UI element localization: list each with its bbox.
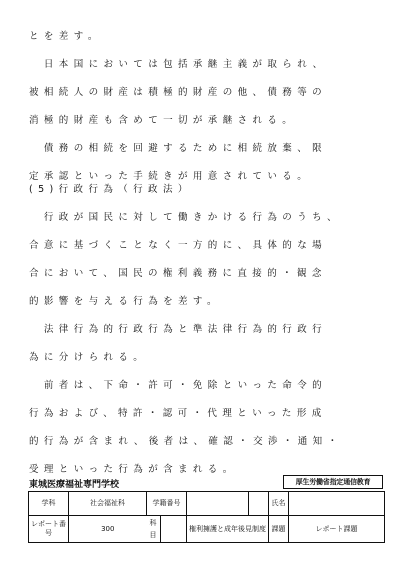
shimei-value[interactable] — [289, 492, 385, 516]
text-line: とを差す。 — [29, 31, 103, 42]
text-line: 日本国においては包括承継主義が取られ、 — [29, 59, 328, 70]
text-line: 定承認といった手続きが用意されている。 — [29, 171, 313, 182]
gakuseki-value[interactable] — [187, 492, 249, 516]
kadai-label: 課題 — [269, 516, 289, 543]
kamoku-value: 権利擁護と成年後見制度 — [187, 516, 269, 543]
text-line: 前者は、下命・許可・免除といった命令的 — [29, 380, 328, 391]
report-info-form — [28, 491, 385, 543]
spacer-cell — [249, 492, 269, 516]
text-line: 為に分けられる。 — [29, 352, 149, 363]
school-name: 東城医療福祉専門学校 — [29, 480, 120, 490]
report-no-label: レポート番号 — [29, 516, 69, 543]
section-heading: (5)行政行為（行政法） — [29, 184, 193, 195]
shimei-label: 氏名 — [269, 492, 289, 516]
text-line: 被相続人の財産は積極的財産の他、債務等の — [29, 87, 328, 98]
gakka-label: 学科 — [29, 492, 69, 516]
text-line: 的行為が含まれ、後者は、確認・交渉・通知・ — [29, 436, 343, 447]
gakuseki-label: 学籍番号 — [147, 492, 187, 516]
text-line: 行政が国民に対して働きかける行為のうち、 — [29, 212, 342, 223]
kamoku-label-cell — [147, 516, 187, 543]
text-line: 合において、国民の権利義務に直接的・観念 — [29, 268, 327, 279]
text-line: 合意に基づくことなく一方的に、具体的な場 — [29, 240, 328, 251]
text-line: 受理といった行為が含まれる。 — [29, 464, 238, 475]
text-line: 行為および、特許・認可・代理といった形成 — [29, 408, 327, 419]
text-line: 的影響を与える行為を差す。 — [29, 296, 222, 307]
text-line: 消極的財産も含めて一切が承継される。 — [29, 115, 298, 126]
text-line: 債務の相続を回避するために相続放棄、限 — [29, 143, 328, 154]
kadai-value: レポート課題 — [289, 516, 385, 543]
report-no-value: 300 — [69, 516, 147, 543]
text-line: 法律行為的行政行為と準法律行為的行政行 — [29, 324, 328, 335]
body-text-block-1 — [0, 23, 410, 191]
kamoku-label: 科目 — [147, 516, 161, 542]
gakka-value: 社会福祉科 — [69, 492, 147, 516]
ministry-stamp: 厚生労働省指定通信教育 — [283, 475, 383, 489]
body-text-block-2 — [0, 176, 410, 484]
